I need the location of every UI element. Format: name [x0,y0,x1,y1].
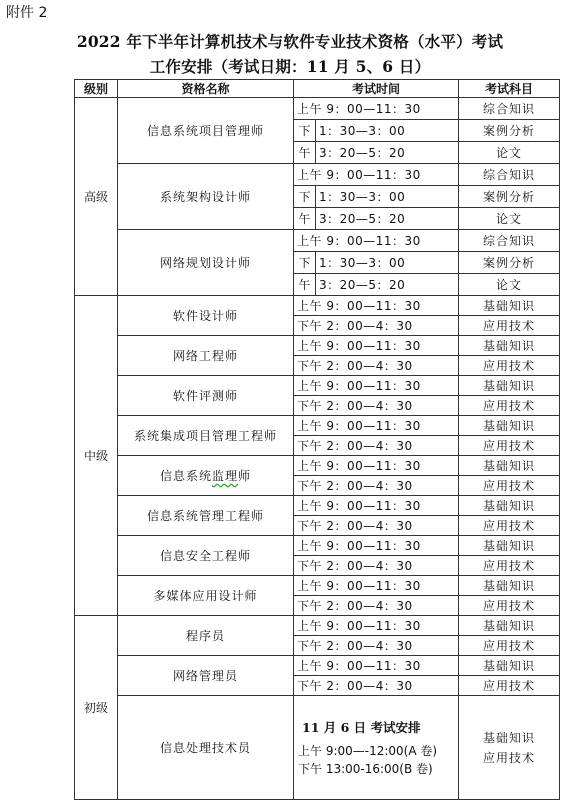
afternoon-time: 下午 2：00—4：30 [294,676,459,696]
qualification-name: 信息系统管理工程师 [118,496,294,536]
afternoon-time-2: 3：20—5：20 [316,142,459,164]
qualification-name: 系统架构设计师 [118,164,294,230]
subject-1: 基础知识 [459,576,560,596]
qualification-name: 信息安全工程师 [118,536,294,576]
level-cell: 中级 [75,296,118,616]
afternoon-time-1: 1：30—3：00 [316,252,459,274]
afternoon-char: 下 [294,252,316,274]
subject-1: 综合知识 [459,164,560,186]
table-row [75,456,560,476]
subject-2: 应用技术 [459,396,560,416]
special-subjects [459,696,560,800]
morning-time: 上午 9：00—11：30 [294,376,459,396]
subject-1: 综合知识 [459,98,560,120]
morning-time: 上午 9：00—11：30 [294,296,459,316]
subject-2: 应用技术 [459,436,560,456]
table-row [75,98,560,120]
header-subject: 考试科目 [459,80,560,98]
table-row [75,230,560,252]
subject-1: 基础知识 [459,536,560,556]
afternoon-char-2: 午 [294,274,316,296]
subject-3: 论文 [459,208,560,230]
table-row [75,696,560,800]
subject-3: 论文 [459,274,560,296]
subject-1: 基础知识 [459,496,560,516]
table-row [75,616,560,636]
morning-time: 上午 9：00—11：30 [294,336,459,356]
subject-2: 案例分析 [459,186,560,208]
subject-2: 应用技术 [483,750,536,765]
qualification-name: 信息系统项目管理师 [118,98,294,164]
afternoon-time-2: 3：20—5：20 [316,274,459,296]
afternoon-time: 下午 2：00—4：30 [294,636,459,656]
morning-time: 上午 9：00—11：30 [294,230,459,252]
subject-1: 基础知识 [459,296,560,316]
table-row [75,496,560,516]
table-row [75,296,560,316]
document-title: 2022 年下半年计算机技术与软件专业技术资格（水平）考试 [76,32,504,51]
subject-2: 应用技术 [459,636,560,656]
qualification-name: 程序员 [118,616,294,656]
qualification-name [118,456,294,496]
subject-2: 案例分析 [459,252,560,274]
special-arrangement [294,696,459,800]
morning-time: 上午 9：00—11：30 [294,496,459,516]
afternoon-time: 下午 2：00—4：30 [294,596,459,616]
special-arrangement-title: 11 月 6 日 考试安排 [302,719,421,735]
table-row [75,416,560,436]
subject-1: 基础知识 [459,416,560,436]
afternoon-time: 下午 2：00—4：30 [294,356,459,376]
afternoon-time-2: 3：20—5：20 [316,208,459,230]
afternoon-char-2: 午 [294,142,316,164]
qualification-name: 多媒体应用设计师 [118,576,294,616]
subject-2: 案例分析 [459,120,560,142]
subject-2: 应用技术 [459,516,560,536]
morning-time: 上午 9：00—11：30 [294,164,459,186]
afternoon-time: 下午 2：00—4：30 [294,316,459,336]
subject-2: 应用技术 [459,556,560,576]
qualification-name: 软件设计师 [118,296,294,336]
morning-time: 上午 9：00—11：30 [294,536,459,556]
afternoon-time-1: 1：30—3：00 [316,186,459,208]
special-afternoon: 下午 13:00-16:00(B 卷) [298,761,433,776]
afternoon-char: 下 [294,186,316,208]
level-cell: 高级 [75,98,118,296]
morning-time: 上午 9：00—11：30 [294,656,459,676]
morning-time: 上午 9：00—11：30 [294,576,459,596]
subject-1: 基础知识 [459,656,560,676]
morning-time: 上午 9：00—11：30 [294,456,459,476]
afternoon-time: 下午 2：00—4：30 [294,476,459,496]
schedule-body [75,80,560,800]
header-name: 资格名称 [118,80,294,98]
subject-3: 论文 [459,142,560,164]
table-row [75,164,560,186]
afternoon-time: 下午 2：00—4：30 [294,436,459,456]
morning-time: 上午 9：00—11：30 [294,98,459,120]
table-row [75,336,560,356]
subject-2: 应用技术 [459,676,560,696]
qualification-name: 网络规划设计师 [118,230,294,296]
afternoon-time: 下午 2：00—4：30 [294,396,459,416]
subject-2: 应用技术 [459,356,560,376]
table-row [75,536,560,556]
table-row [75,80,560,98]
document-subtitle: 工作安排（考试日期：11 月 5、6 日） [149,57,431,76]
subject-2: 应用技术 [459,596,560,616]
morning-time: 上午 9：00—11：30 [294,416,459,436]
table-row [75,376,560,396]
morning-time: 上午 9：00—11：30 [294,616,459,636]
name-part: 师 [238,469,252,483]
table-row [75,656,560,676]
level-cell: 初级 [75,616,118,800]
header-level: 级别 [75,80,118,98]
subject-1: 基础知识 [483,730,536,745]
afternoon-time: 下午 2：00—4：30 [294,516,459,536]
afternoon-char: 下 [294,120,316,142]
table-row [75,576,560,596]
subject-1: 综合知识 [459,230,560,252]
subject-2: 应用技术 [459,316,560,336]
header-time: 考试时间 [294,80,459,98]
subject-2: 应用技术 [459,476,560,496]
qualification-name: 网络管理员 [118,656,294,696]
afternoon-time: 下午 2：00—4：30 [294,556,459,576]
subject-1: 基础知识 [459,456,560,476]
special-morning: 上午 9:00—-12:00(A 卷) [298,743,438,758]
name-part-underlined: 监理 [211,469,238,483]
qualification-name: 系统集成项目管理工程师 [118,416,294,456]
name-part: 信息系统 [159,469,212,483]
subject-1: 基础知识 [459,616,560,636]
qualification-name: 软件评测师 [118,376,294,416]
qualification-name: 网络工程师 [118,336,294,376]
exam-schedule-table [74,79,560,800]
subject-1: 基础知识 [459,336,560,356]
afternoon-time-1: 1：30—3：00 [316,120,459,142]
qualification-name: 信息处理技术员 [118,696,294,800]
attachment-label: 附件 2 [6,5,48,21]
subject-1: 基础知识 [459,376,560,396]
afternoon-char-2: 午 [294,208,316,230]
